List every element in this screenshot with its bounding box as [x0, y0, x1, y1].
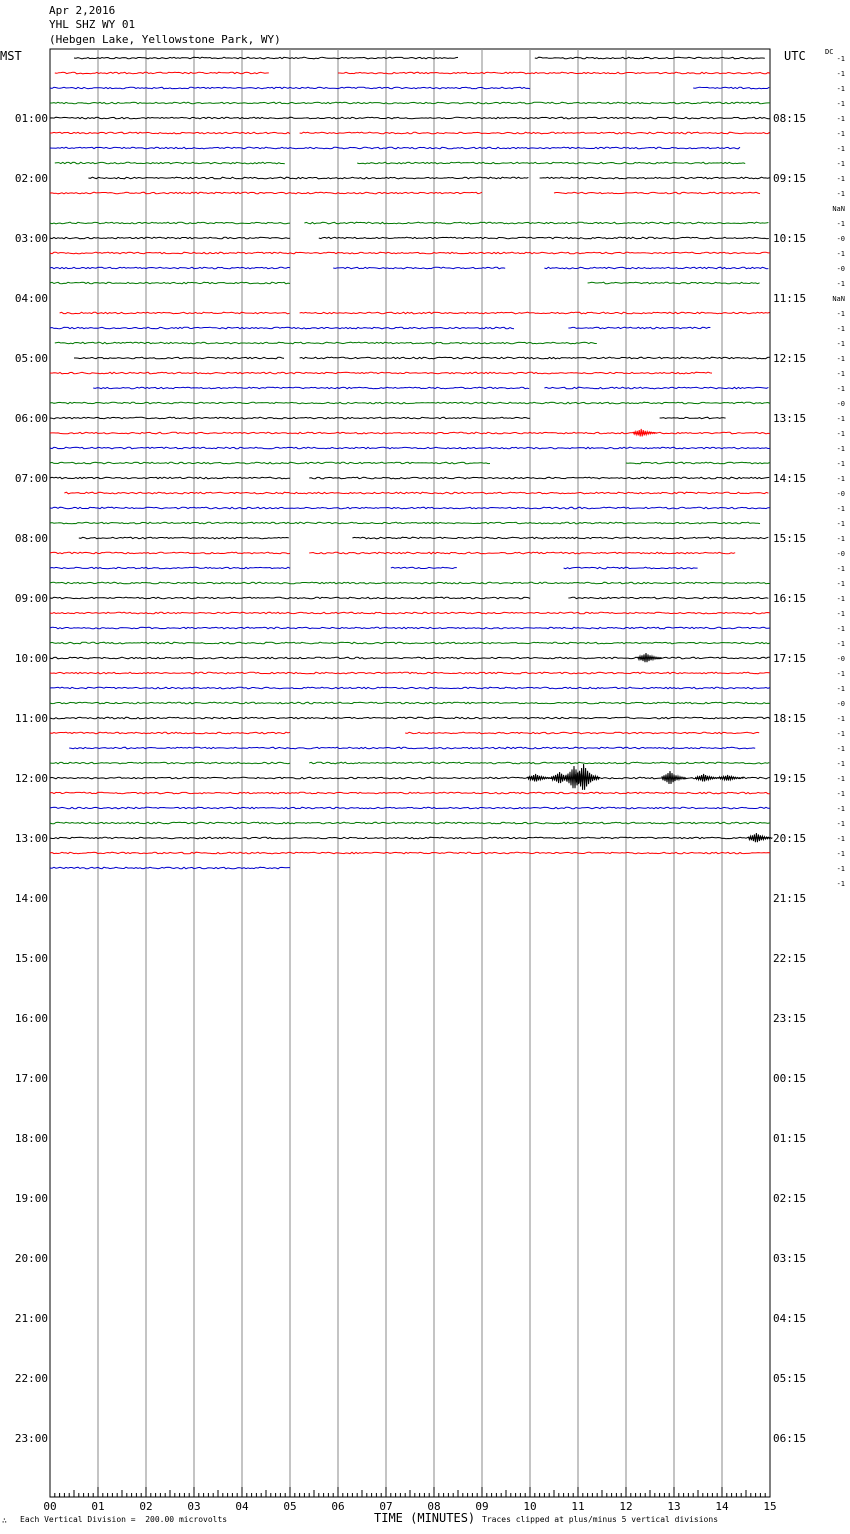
dc-offset-value: -1	[836, 55, 845, 63]
x-tick-label: 01	[91, 1500, 105, 1513]
dc-offset-value: -1	[836, 820, 845, 828]
utc-hour-label: 00:15	[773, 1072, 807, 1085]
seismic-event	[638, 653, 662, 662]
seismic-event	[576, 764, 600, 790]
trace-segment	[50, 717, 770, 719]
dc-offset-value: -1	[836, 325, 845, 333]
utc-hour-label: 14:15	[773, 472, 807, 485]
trace-segment	[50, 642, 770, 644]
utc-hour-label: 03:15	[773, 1252, 807, 1265]
trace-segment	[50, 552, 290, 554]
seismic-event	[696, 774, 720, 781]
dc-offset-value: -1	[836, 70, 845, 78]
trace-segment	[338, 72, 770, 74]
trace-segment	[50, 252, 770, 254]
utc-hour-label: 02:15	[773, 1192, 807, 1205]
dc-offset-value: -0	[836, 655, 845, 663]
dc-offset-value: -1	[836, 340, 845, 348]
dc-offset-value: -1	[836, 505, 845, 513]
dc-offset-value: -0	[836, 490, 845, 498]
mst-hour-label: 08:00	[14, 532, 48, 545]
dc-offset-value: -0	[836, 400, 845, 408]
trace-segment	[50, 807, 770, 809]
trace-segment	[50, 822, 770, 824]
dc-offset-value: -1	[836, 250, 845, 258]
seismic-event	[720, 775, 744, 781]
trace-segment	[50, 372, 712, 374]
seismic-event	[633, 429, 657, 436]
dc-offset-value: -1	[836, 835, 845, 843]
dc-offset-value: -1	[836, 100, 845, 108]
dc-offset-value: -1	[836, 475, 845, 483]
mst-hour-label: 23:00	[14, 1432, 48, 1445]
dc-offset-value: -1	[836, 370, 845, 378]
dc-offset-value: -1	[836, 730, 845, 738]
trace-segment	[50, 867, 290, 869]
trace-segment	[568, 597, 768, 599]
utc-hour-label: 15:15	[773, 532, 807, 545]
dc-offset-value: -1	[836, 520, 845, 528]
dc-offset-value: -1	[836, 670, 845, 678]
dc-offset-value: -1	[836, 430, 845, 438]
utc-hour-label: 01:15	[773, 1132, 807, 1145]
dc-offset-value: -1	[836, 535, 845, 543]
dc-offset-value: -1	[836, 355, 845, 363]
trace-segment	[309, 552, 735, 554]
x-tick-label: 05	[283, 1500, 297, 1513]
trace-segment	[50, 267, 290, 269]
dc-offset-value: -1	[836, 415, 845, 423]
mst-hour-label: 05:00	[14, 352, 48, 365]
trace-segment	[50, 462, 490, 464]
x-tick-label: 04	[235, 1500, 249, 1513]
utc-hour-label: 23:15	[773, 1012, 807, 1025]
x-tick-label: 14	[715, 1500, 729, 1513]
clipping-note: Traces clipped at plus/minus 5 vertical divisions	[482, 1515, 719, 1524]
dc-offset-value: -0	[836, 265, 845, 273]
dc-offset-value: -1	[836, 160, 845, 168]
dc-offset-value: -1	[836, 580, 845, 588]
x-tick-label: 11	[571, 1500, 585, 1513]
dc-offset-value: -1	[836, 175, 845, 183]
trace-segment	[50, 432, 770, 434]
mst-hour-label: 16:00	[14, 1012, 48, 1025]
trace-segment	[50, 762, 290, 764]
dc-offset-value: -1	[836, 385, 845, 393]
trace-segment	[391, 567, 457, 568]
trace-segment	[304, 222, 768, 224]
trace-segment	[352, 537, 768, 539]
utc-hour-label: 16:15	[773, 592, 807, 605]
trace-segment	[693, 87, 769, 89]
trace-segment	[74, 357, 284, 359]
trace-segment	[50, 222, 290, 224]
trace-segment	[554, 192, 760, 194]
utc-hour-label: 11:15	[773, 292, 807, 305]
trace-segment	[300, 132, 770, 134]
dc-offset-value: -1	[836, 865, 845, 873]
mst-hour-label: 17:00	[14, 1072, 48, 1085]
dc-offset-value: -1	[836, 715, 845, 723]
trace-segment	[55, 72, 269, 74]
trace-segment	[50, 447, 770, 449]
dc-offset-value: -1	[836, 445, 845, 453]
dc-offset-value: -1	[836, 145, 845, 153]
mst-hour-label: 12:00	[14, 772, 48, 785]
trace-segment	[309, 477, 769, 479]
x-tick-label: 00	[43, 1500, 57, 1513]
utc-hour-label: 13:15	[773, 412, 807, 425]
dc-offset-value: -1	[836, 685, 845, 693]
utc-hour-label: 04:15	[773, 1312, 807, 1325]
mst-hour-label: 04:00	[14, 292, 48, 305]
trace-segment	[50, 672, 770, 674]
mst-axis-title: MST	[0, 49, 22, 63]
trace-segment	[88, 177, 528, 179]
trace-segment	[50, 117, 770, 119]
mst-hour-label: 07:00	[14, 472, 48, 485]
trace-segment	[79, 537, 289, 539]
trace-segment	[564, 567, 698, 569]
x-tick-label: 12	[619, 1500, 633, 1513]
mst-hour-label: 19:00	[14, 1192, 48, 1205]
mst-hour-label: 03:00	[14, 232, 48, 245]
mst-hour-label: 14:00	[14, 892, 48, 905]
trace-segment	[50, 477, 290, 479]
trace-segment	[93, 387, 529, 389]
trace-segment	[50, 507, 770, 509]
x-tick-label: 13	[667, 1500, 681, 1513]
trace-segment	[50, 102, 770, 104]
chart-date: Apr 2,2016	[49, 4, 116, 17]
trace-segment	[535, 57, 765, 59]
dc-offset-value: -0	[836, 700, 845, 708]
x-tick-label: 03	[187, 1500, 201, 1513]
trace-segment	[55, 342, 597, 344]
x-tick-label: 15	[763, 1500, 777, 1513]
trace-segment	[64, 492, 768, 494]
mst-hour-label: 13:00	[14, 832, 48, 845]
trace-segment	[300, 357, 770, 359]
mst-hour-label: 20:00	[14, 1252, 48, 1265]
dc-offset-value: -1	[836, 610, 845, 618]
x-tick-label: 02	[139, 1500, 153, 1513]
dc-offset-value: NaN	[832, 205, 845, 213]
trace-segment	[540, 177, 770, 179]
dc-offset-value: -1	[836, 130, 845, 138]
utc-hour-label: 05:15	[773, 1372, 807, 1385]
mst-hour-label: 09:00	[14, 592, 48, 605]
dc-offset-value: -1	[836, 190, 845, 198]
dc-offset-value: -1	[836, 565, 845, 573]
trace-segment	[69, 747, 755, 749]
trace-segment	[660, 417, 726, 419]
trace-segment	[50, 582, 770, 584]
trace-segment	[50, 732, 290, 734]
mst-hour-label: 21:00	[14, 1312, 48, 1325]
utc-hour-label: 20:15	[773, 832, 807, 845]
plot-frame	[50, 49, 770, 1497]
trace-segment	[50, 702, 770, 704]
utc-hour-label: 19:15	[773, 772, 807, 785]
trace-segment	[55, 162, 285, 164]
utc-hour-label: 09:15	[773, 172, 807, 185]
dc-offset-value: -1	[836, 880, 845, 888]
vertical-division-note: Each Vertical Division = 200.00 microvolts	[20, 1515, 228, 1524]
chart-station: YHL SHZ WY 01	[49, 18, 136, 31]
trace-segment	[50, 567, 290, 569]
utc-hour-label: 12:15	[773, 352, 807, 365]
dc-offset-value: -1	[836, 745, 845, 753]
mst-hour-label: 02:00	[14, 172, 48, 185]
trace-segment	[74, 57, 458, 59]
dc-offset-value: -1	[836, 280, 845, 288]
trace-segment	[300, 312, 770, 314]
trace-segment	[357, 162, 745, 164]
utc-hour-label: 21:15	[773, 892, 807, 905]
trace-segment	[50, 237, 290, 239]
mst-hour-label: 11:00	[14, 712, 48, 725]
corner-mark: ∴	[2, 1516, 7, 1525]
utc-hour-label: 10:15	[773, 232, 807, 245]
trace-segment	[50, 147, 740, 149]
dc-offset-value: -1	[836, 625, 845, 633]
trace-segment	[309, 762, 769, 764]
dc-offset-value: NaN	[832, 295, 845, 303]
seismic-event	[528, 774, 552, 781]
trace-segment	[50, 522, 760, 524]
trace-segment	[626, 462, 770, 464]
seismic-event	[748, 833, 772, 842]
trace-segment	[50, 852, 770, 854]
trace-segment	[333, 267, 505, 269]
chart-location: (Hebgen Lake, Yellowstone Park, WY)	[49, 33, 281, 46]
dc-offset-value: -1	[836, 640, 845, 648]
trace-segment	[50, 627, 770, 629]
x-tick-label: 08	[427, 1500, 441, 1513]
dc-offset-value: -1	[836, 790, 845, 798]
dc-offset-value: -1	[836, 805, 845, 813]
trace-segment	[50, 132, 290, 134]
dc-offset-value: -1	[836, 460, 845, 468]
trace-segment	[50, 612, 770, 614]
mst-hour-label: 22:00	[14, 1372, 48, 1385]
mst-hour-label: 01:00	[14, 112, 48, 125]
dc-offset-value: -1	[836, 85, 845, 93]
dc-offset-title: DC	[825, 48, 834, 56]
trace-segment	[50, 687, 770, 689]
trace-segment	[50, 402, 770, 404]
x-tick-label: 07	[379, 1500, 393, 1513]
x-tick-label: 10	[523, 1500, 537, 1513]
trace-segment	[50, 792, 770, 794]
trace-segment	[50, 192, 482, 194]
dc-offset-value: -1	[836, 760, 845, 768]
x-tick-label: 06	[331, 1500, 345, 1513]
utc-hour-label: 06:15	[773, 1432, 807, 1445]
dc-offset-value: -1	[836, 310, 845, 318]
mst-hour-label: 15:00	[14, 952, 48, 965]
dc-offset-value: -0	[836, 235, 845, 243]
dc-offset-value: -1	[836, 595, 845, 603]
dc-offset-value: -1	[836, 775, 845, 783]
dc-offset-value: -1	[836, 850, 845, 858]
mst-hour-label: 06:00	[14, 412, 48, 425]
mst-hour-label: 18:00	[14, 1132, 48, 1145]
x-axis-title: TIME (MINUTES)	[374, 1511, 476, 1525]
dc-offset-value: -1	[836, 220, 845, 228]
trace-segment	[405, 732, 759, 734]
utc-hour-label: 17:15	[773, 652, 807, 665]
utc-hour-label: 22:15	[773, 952, 807, 965]
trace-segment	[50, 837, 770, 839]
trace-segment	[568, 327, 710, 329]
trace-segment	[50, 327, 514, 329]
dc-offset-value: -1	[836, 115, 845, 123]
utc-hour-label: 08:15	[773, 112, 807, 125]
x-tick-label: 09	[475, 1500, 489, 1513]
trace-segment	[50, 282, 290, 284]
mst-hour-label: 10:00	[14, 652, 48, 665]
utc-axis-title: UTC	[784, 49, 806, 63]
dc-offset-value: -0	[836, 550, 845, 558]
utc-hour-label: 18:15	[773, 712, 807, 725]
trace-segment	[60, 312, 290, 314]
